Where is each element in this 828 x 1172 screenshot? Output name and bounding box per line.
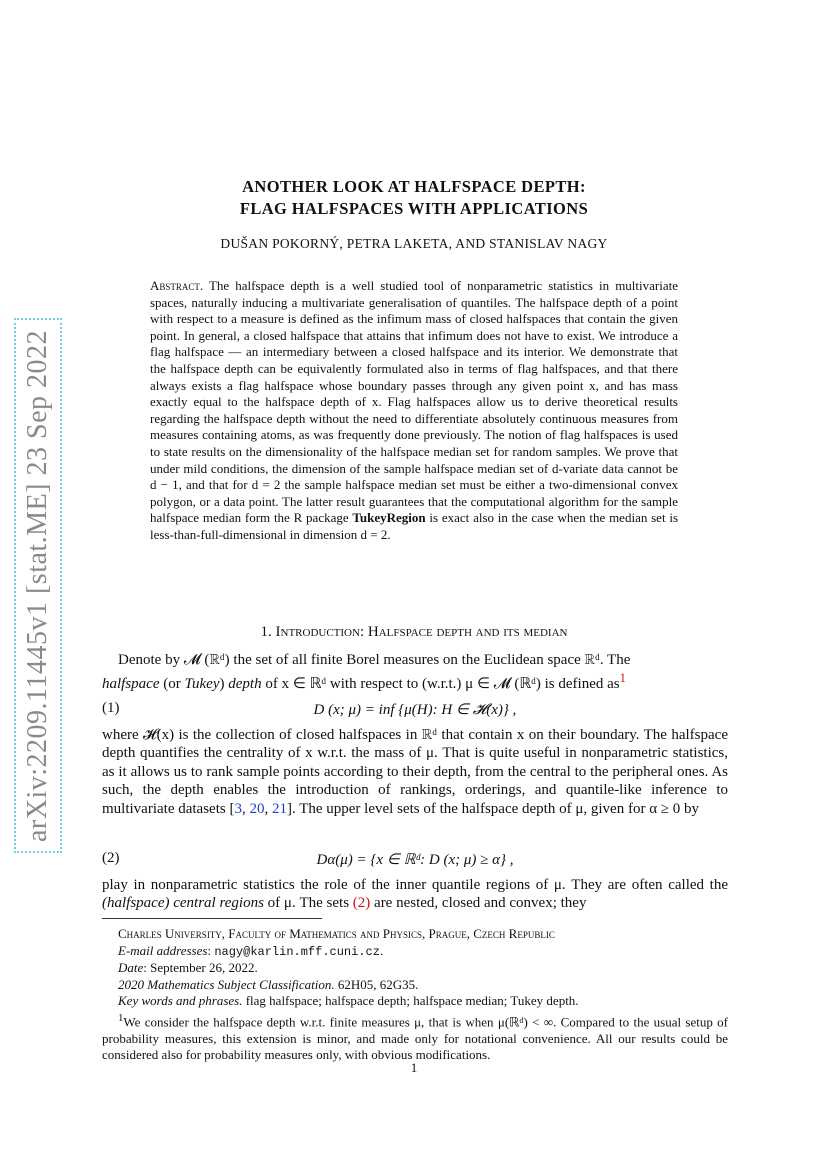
email-line: E-mail addresses: nagy@karlin.mff.cuni.cz. <box>118 942 384 959</box>
email-address[interactable]: nagy@karlin.mff.cuni.cz <box>214 944 380 959</box>
msc-line: 2020 Mathematics Subject Classification. 62H05, 62G35. <box>118 976 419 992</box>
equation-expression: D (x; μ) = inf {μ(H): H ∈ 𝓗(x)} , <box>313 702 517 718</box>
citation-3[interactable]: 3 <box>234 800 242 817</box>
equation-expression: Dα(μ) = {x ∈ ℝᵈ: D (x; μ) ≥ α} , <box>316 852 514 868</box>
abstract <box>150 278 678 544</box>
title-line-2: FLAG HALFSPACES WITH APPLICATIONS <box>239 199 589 218</box>
footnotes <box>102 926 728 1064</box>
package-name: TukeyRegion <box>352 510 426 526</box>
paragraph-1-line-1: Denote by 𝓜 (ℝᵈ) the set of all finite Borel measures on the Euclidean space ℝᵈ. The <box>118 652 631 668</box>
paragraph-1 <box>102 651 728 694</box>
page-number: 1 <box>410 1060 418 1075</box>
arxiv-id: arXiv:2209.11445v1 [stat.ME] 23 Sep 2022 <box>22 329 53 842</box>
paragraph-3: play in nonparametric statistics the role of the inner quantile regions of μ. They are often called the (halfspace) central regions of μ. The sets (2) are nested, closed and convex; they <box>102 877 728 912</box>
citation-21[interactable]: 21 <box>271 800 287 817</box>
footnote-1: $^1$We consider the halfspace depth w.r.t. finite measures μ, that is when μ(ℝᵈ) < ∞. Compared to the usual setup of probability measures, this extension is minor, and made only for notational convenience. All our results could be considered also for probability measures only, with obvious modifications. <box>102 1011 728 1063</box>
date-line: Date: September 26, 2022. <box>118 960 258 976</box>
abstract-label: Abstract. <box>150 278 204 293</box>
arxiv-watermark <box>14 318 62 853</box>
keywords-line: Key words and phrases. flag halfspace; halfspace depth; halfspace median; Tukey depth. <box>118 993 579 1009</box>
title-line-1: ANOTHER LOOK AT HALFSPACE DEPTH: <box>242 177 586 196</box>
paragraph-1-line-2: halfspace (or Tukey) depth of x ∈ ℝᵈ with respect to (w.r.t.) μ ∈ 𝓜 (ℝᵈ) is defined $as^1$ <box>102 671 626 693</box>
citation-20[interactable]: 20 <box>249 800 265 817</box>
equation-ref-2[interactable]: (2) <box>352 895 371 912</box>
section-number: 1. <box>260 624 272 640</box>
footnote-mark-1[interactable]: 1 <box>619 671 626 686</box>
section-title: Introduction: Halfspace depth and its median <box>275 624 568 640</box>
authors: DUŠAN POKORNÝ, PETRA LAKETA, AND STANISLAV NAGY <box>220 236 608 251</box>
equation-number: (2) <box>102 850 120 866</box>
paper-title <box>0 176 828 220</box>
abstract-tail: is exact also in the case when the median set is less-than-full-dimensional in dimension d = 2. <box>150 510 679 542</box>
paragraph-2: where 𝓗(x) is the collection of closed halfspaces in ℝᵈ that contain x on their boundary. The halfspace depth quantifies the centrality of x w.r.t. the mass of μ. That is quite useful in nonparametric statistics, as it allows us to rank sample points according to their depth, from the central to the peripheral ones. As such, the depth enables the introduction of rankings, orderings, and quantile-like inference to multivariate datasets [3, 20, 21]. The upper level sets of the halfspace depth of μ, given for α ≥ 0 by <box>102 727 728 817</box>
section-heading <box>0 624 828 641</box>
equation-number: (1) <box>102 700 120 716</box>
abstract-text: The halfspace depth is a well studied tool of nonparametric statistics in multivariate spaces, naturally inducing a multivariate generalisation of quantiles. The halfspace depth of a point with respect to a measure is defined as the infimum mass of closed halfspaces that contain the given point. In general, a closed halfspace that attains that infimum does not have to exist. We introduce a flag halfspace — an intermediary between a closed halfspace and its interior. We demonstrate that the halfspace depth can be equivalently formulated also in terms of flag halfspaces, and that there always exists a flag halfspace whose boundary passes through any given point x, and has mass exactly equal to the halfspace depth of x. Flag halfspaces allow us to derive theoretical results regarding the halfspace depth without the need to differentiate absolutely continuous measures from measures containing atoms, as was frequently done previously. The notion of flag halfspaces is used to state results on the dimensionality of the halfspace median set for random samples. We prove that under mild conditions, the dimension of the sample halfspace median set of d-variate data cannot be d − 1, and that for d = 2 the sample halfspace median set must be either a two-dimensional convex polygon, or a data point. The latter result guarantees that the computational algorithm for the sample halfspace median form the R package <box>150 278 679 526</box>
footnote-rule <box>102 918 322 919</box>
affiliation: Charles University, Faculty of Mathematics and Physics, Prague, Czech Republic <box>118 926 555 941</box>
